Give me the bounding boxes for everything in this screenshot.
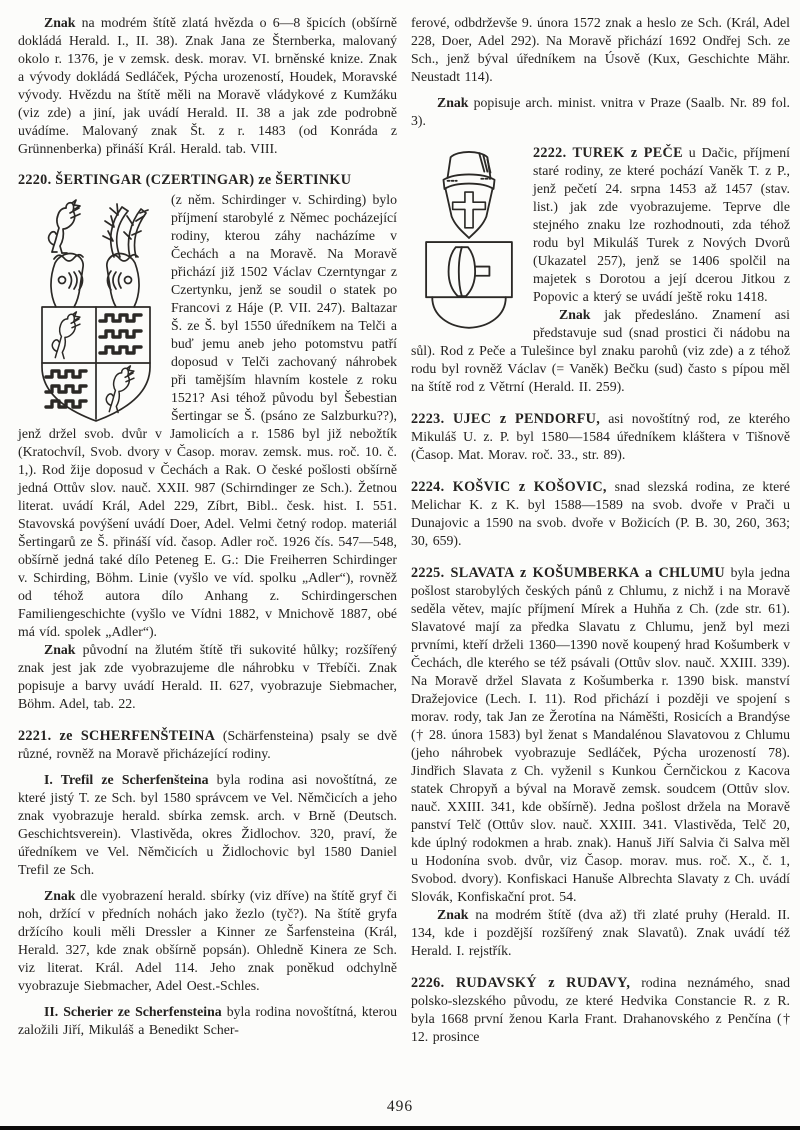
page-number: 496 bbox=[386, 1098, 414, 1115]
entry-2224-paragraph bbox=[411, 478, 790, 550]
seal-shield bbox=[426, 242, 512, 328]
entry-2221-trefil-paragraph bbox=[18, 771, 397, 879]
entry-2222-heading: 2222. TUREK z PEČE bbox=[533, 145, 683, 161]
paragraph-text: rodina neznámého, snad polsko-slezského původu, ze které Hedvika Constancie R. z R. byla 1668 první ženou Karla Frant. Drahanovského z Penčína († 12. prosince bbox=[411, 975, 790, 1044]
paragraph-text: asi novoštítný rod, ze kterého Mikuláš U. z. P. byl 1580—1584 úředníkem kláštera v Tišnově (Časop. Mat. Morav. roč. 33., str. 89). bbox=[411, 411, 790, 462]
paragraph-text: byla rodina novoštítná, kterou založili Jiří, Mikuláš a Benedikt Scher- bbox=[18, 1004, 397, 1037]
entry-2222-text: u Dačic, příjmení staré rodiny, ze které pochází Vaněk T. z P., jenž pečetí 24. srpna 1453 až 1457 (stav. list.) jak zde vyobrazujeme. Teprve dle stejného znaku lze rozhodnouti, zda téhož rodu byl Mikuláš Turek z Nových Dvorů (Ukazatel 257), jenž se 1406 spolčil na majetek s Dorotou a její dcerou Jitkou z Popovic a který se uvádí ještě roku 1418. bbox=[533, 145, 790, 304]
entry-2221-intro-paragraph bbox=[18, 727, 397, 763]
znak-lead-word: Znak bbox=[44, 888, 76, 903]
entry-2220-heading: 2220. ŠERTINGAR (CZERTINGAR) ze ŠERTINKU bbox=[18, 172, 352, 188]
paragraph-text: původní na žlutém štítě tři sukovité hůlky; rozšířený znak jest jak zde vyobrazujeme dle náhrobku v Třebíči. Znak popisuje a barvy uvádí Herald. II. 627, vyobrazuje Siebmacher, Böhm. Adel, tab. 22. bbox=[18, 642, 397, 711]
continuation-paragraph bbox=[411, 14, 790, 86]
znak-lead-word: Znak bbox=[559, 307, 591, 322]
entry-2221-heading: 2221. ze SCHERFENŠTEINA bbox=[18, 728, 216, 744]
paragraph-text: jak předesláno. Znamení asi představuje sud (snad prostici či nádobu na sůl). Rod z Peče a Tulešince byl znaku parohů (viz zde) a z téhož rodu byl rovněž Václav (= Vaněk) Bečku (sud) často s pípou měl na štítě rod z Větrní (Herald. II. 259). bbox=[411, 307, 790, 394]
entry-2225-znak-paragraph bbox=[411, 906, 790, 960]
paragraph-text: na modrém štítě zlatá hvězda o 6—8 špicích (obšírně dokládá Herald. I., II. 38). Znak Jana ze Šternberka, malovaný okolo r. 1376, je v zemsk. desk. morav. VI. brněnské knize. Znak a vývody dokládá Sedláček, Pýcha urozeností, Houdek, Moravské vývody. Hvězdu na štítě měli na Moravě vládykové z Kumžáku (viz zde) a jiní, jak uvádí Herald. II. 38 a jak zde podrobně uvádíme. Malovaný znak Št. z r. 1483 (od Konráda z Grünnenberka) přináší Král. Herald. tab. VIII. bbox=[18, 15, 397, 156]
paragraph-znak-sternberk bbox=[18, 14, 397, 158]
entry-2224-heading: 2224. KOŠVIC z KOŠOVIC, bbox=[411, 479, 607, 495]
entry-2225-paragraph bbox=[411, 564, 790, 906]
entry-2220-body bbox=[18, 191, 397, 641]
right-column bbox=[411, 14, 790, 1046]
znak-lead-word: Znak bbox=[44, 642, 76, 657]
entry-2223-paragraph bbox=[411, 410, 790, 464]
barrel bbox=[449, 247, 490, 296]
scan-edge-artifact bbox=[0, 1126, 800, 1130]
znak-lead-word: Znak bbox=[437, 95, 469, 110]
sertingar-coat-of-arms-illustration bbox=[34, 195, 158, 423]
paragraph-text: na modrém štítě (dva až) tři zlaté pruhy (Herald. II. 134, kde i pozdější rozšířený znak Slavatů). Znak uvádí též Herald. I. rejstřík. bbox=[411, 907, 790, 958]
scherier-lead: II. Scherier ze Scherfensteina bbox=[44, 1004, 222, 1019]
trefil-lead: I. Trefil ze Scherfenšteina bbox=[44, 772, 209, 787]
crest-antlers bbox=[103, 204, 148, 257]
znak-lead-word: Znak bbox=[437, 907, 469, 922]
paragraph-text: popisuje arch. minist. vnitra v Praze (Saalb. Nr. 89 fol. 3). bbox=[411, 95, 790, 128]
znak-lead-word: Znak bbox=[44, 15, 76, 30]
turek-seal-illustration bbox=[421, 147, 517, 331]
embattled-bars bbox=[46, 371, 86, 407]
entry-2222-paragraph bbox=[411, 144, 790, 306]
entry-2221-znak-paragraph bbox=[18, 887, 397, 995]
paragraph-text: ferové, odbdrževše 9. února 1572 znak a heslo ze Sch. (Král, Adel 228, Doer, Adel 292). Na Moravě přichází 1692 Ondřej Sch. ze Sch., jenž býval úředníkem na Úsově (Kux, Geschichte Mähr. Neustadt 114). bbox=[411, 15, 790, 84]
entry-2223-heading: 2223. UJEC z PENDORFU, bbox=[411, 411, 601, 427]
barrel-tap bbox=[475, 267, 489, 276]
paragraph-text: (Schärfensteina) psaly se dvě různé, rovněž na Moravě přicházející rodiny. bbox=[18, 728, 397, 761]
great-helm bbox=[443, 152, 494, 238]
left-column bbox=[18, 14, 397, 1046]
embattled-bars bbox=[100, 315, 141, 353]
entry-2225-heading: 2225. SLAVATA z KOŠUMBERKA a CHLUMU bbox=[411, 565, 725, 581]
znak-scherier-paragraph bbox=[411, 94, 790, 130]
paragraph-text: snad slezská rodina, ze které Melichar K. z K. byl 1588—1589 na svob. dvoře v Prači u Dunajovic a 1590 na svob. dvoře v Božicích (P. B. 30, 260, 363; 30, 659). bbox=[411, 479, 790, 548]
quartered-shield bbox=[42, 307, 150, 421]
entry-2226-heading: 2226. RUDAVSKÝ z RUDAVY, bbox=[411, 975, 631, 991]
paragraph-text: byla jedna pošlost starobylých českých pánů z Chlumu, z nichž i na Moravě seděla větev, majíc příjmení Mírek a Huhňa z Ch. (zde str. 61). Slavatové mají za předka Slavatu z Chlumu, jenž byl mezi prvními, kteří drželi 1360—1390 nově koupený hrad Košumberk v Čechách, dle kterého se též psávali (Ottův slov. nauč. XXIII. 339). Na Moravě držel Slavata z Košumberka r. 1390 bisk. manství Dražejovice (Lech. I. 11). Rod přichází i později ve spojení s morav. rody, tak Jan ze Žerotína na Náměšti, Rosicích a Brandýse († 28. února 1583) byl ženat s Mandalénou Slavatovou z Chlumu (jeho náhrobek vyobrazuje Sedláček, Pýcha urozeností 78). Jindřich Slavata z Ch. vyženil s Kunkou Černčickou z Kacova statek Chropyň a býval na Moravě zemsk. soudcem (Ottův slov. nauč. XXIII. 341, kde obšírně). Jedna pošlost držela na Moravě panství Telč (Ottův slov. nauč. XXIII. 341. Vlastivěda, Telč 20, kde úplný rodokmen a hrab. znak). Hanuš Jiří Salvia či Salva měl u Hodonína svob. dvůr, viz Časop. morav. mus. roč. X., č. 1, Svobod. dvory). Konfiskaci Hanuše Albrechta Slavaty z Ch. uvádí Slovák, Konfiskační prot. 54. bbox=[411, 565, 790, 904]
right-helmet bbox=[107, 254, 139, 307]
crest-lion bbox=[49, 200, 80, 253]
paragraph-text: dle vyobrazení herald. sbírky (viz dříve) na štítě gryf či noh, držící v předních nohách jako žezlo (tyč?). Na štítě gryfa držícího kouli měli Dressler a Kinner ze Šarfensteina (Král, Herald. 327, kde znak obšírně popsán). Ohledně Kinera ze Sch. viz literat. Král. Adel 114. Jeho znak poněkud odchylně vyobrazuje Siebmacher, Adel Oest.-Schles. bbox=[18, 888, 397, 993]
left-helmet bbox=[51, 254, 83, 307]
entry-2226-paragraph bbox=[411, 974, 790, 1046]
entry-2220-znak-paragraph bbox=[18, 641, 397, 713]
paragraph-text: byla rodina asi novoštítná, ze které jistý T. ze Sch. byl 1580 správcem ve Vel. Němčicích a jeho znak vyobrazuje herald. sbírka zemsk. arch. v Brně (Deutsch. Geschichtsverein). Vlastivěda, okres Židlochov. 320, praví, že úředníkem ve Vel. Němčicích u Židlochovic byl 1580 Daniel Trefil ze Sch. bbox=[18, 772, 397, 877]
entry-2221-scherier-paragraph bbox=[18, 1003, 397, 1039]
entry-2220-text: (z něm. Schirdinger v. Schirding) bylo příjmení starobylé z Němec pocházející rodiny, kterou záhy nacházíme v Čechách a na Moravě. Na Moravě přichází již 1502 Václav Czerntyngar z Czertynku, jenž se soudil o statek po Francovi z Háje (P. VII. 247). Baltazar Š. ze Š. byl 1550 úředníkem na Telči a buď jemu aneb jeho potomstvu patří doposud v Telči zachovaný náhrobek při tamějším hlavním kostele z roku 1521? Asi téhož původu byl Šebestian Šertingar se Š. (psáno ze Salzburku??), jenž držel svob. dvůr v Jamolicích a r. 1586 byl již nebožtík (Kratochvíl, Svob. dvory v Časop. morav. zemsk. mus. roč. 10. č. 1,). Rod žije doposud v Čechách a Rak. O české pošlosti obšírně jedná Ottův slov. nauč. XXII. 987 (Schirndinger ze Sch.). Žetnou literat. uvádí Král, Adel 229, Zíbrt, Bibl.. česk. hist. I. 551. Stavovská povýšení uvádí Doer, Adel. Velmi četný rodop. materiál Šertingarů ze Š. přináší víd. časop. Adler roč. 1926 čís. 547—548, obšírně jedná také dílo Peteneg E. G.: Die Freiherren Schirdinger v. Schirding, Böhm. Linie (vyšlo ve víd. spolku „Adler“), rovněž od téhož autora dílo Anhang z. Schirdingerschen Familiengeschichte (vyšlo ve Vídni 1882, v Mnichově 1887, obé má víd. spolek „Adler“). bbox=[18, 192, 397, 639]
